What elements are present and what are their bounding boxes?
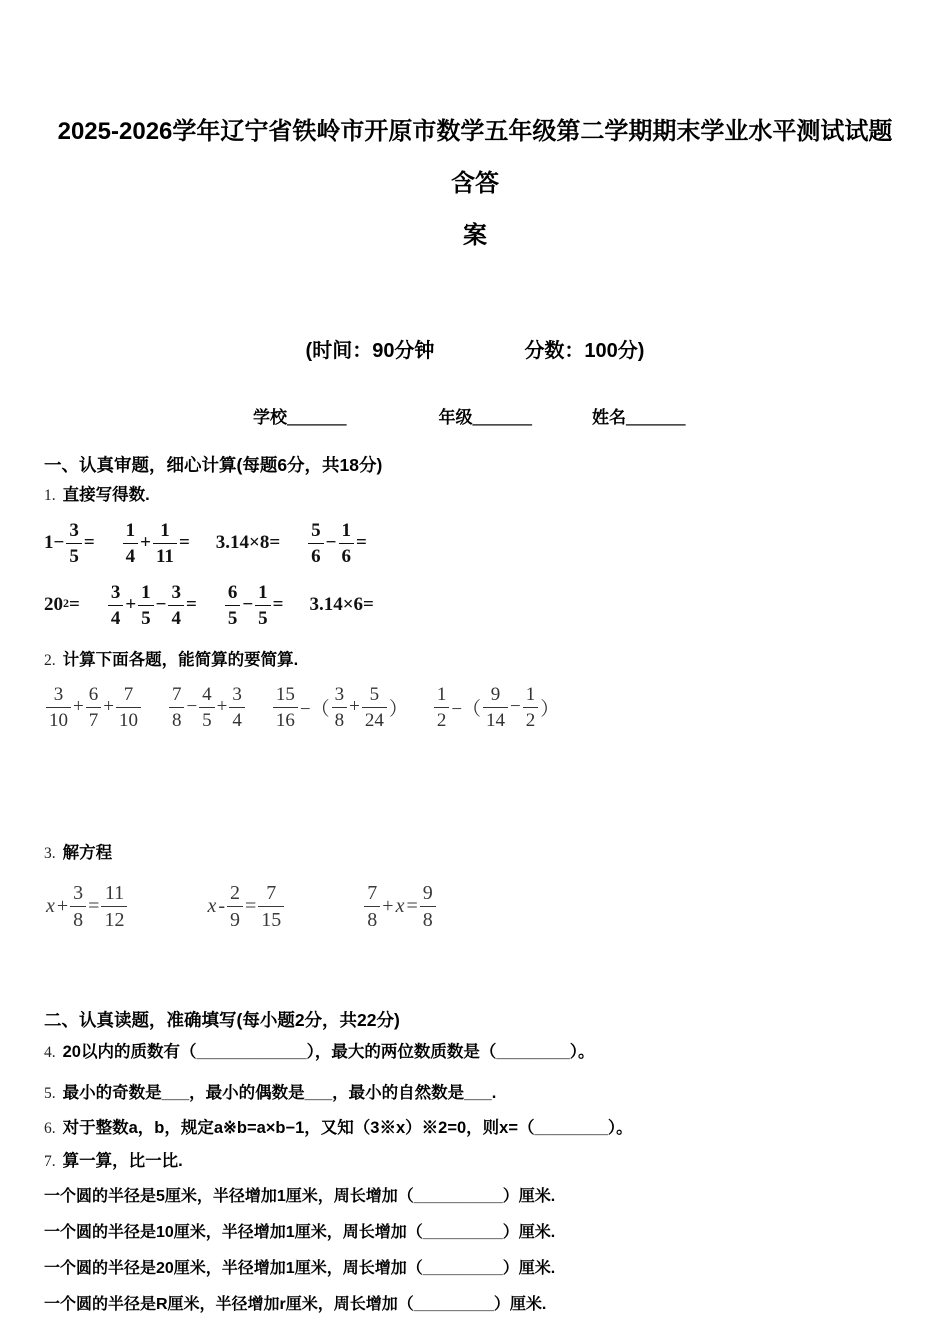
q3-math-row <box>44 875 910 937</box>
student-info-fields <box>0 403 950 428</box>
exam-content <box>44 452 910 1319</box>
question-4-number: 4. <box>44 1044 56 1061</box>
math-expression: $\frac{15}{16}$ −（ $\frac{3}{8}$ + $\frac{5}{24}$ ） <box>271 685 408 730</box>
page-title-line-1: 2025-2026学年辽宁省铁岭市开原市数学五年级第二学期期末学业水平测试试题含答 <box>57 118 893 197</box>
name-field: 姓名_______ <box>592 408 686 427</box>
question-5-number: 5. <box>44 1085 56 1102</box>
question-3 <box>44 840 910 867</box>
section2-heading: 二、认真读题，准确填写(每小题2分，共22分) <box>44 1010 400 1030</box>
question-5 <box>44 1080 910 1107</box>
q7-line-radius-5: 一个圆的半径是5厘米，半径增加1厘米，周长增加（__________）厘米. <box>44 1188 556 1205</box>
question-2-number: 2. <box>44 652 56 669</box>
question-1-number: 1. <box>44 487 56 504</box>
q1-math-row-1 <box>44 515 910 571</box>
q7-line-radius-10: 一个圆的半径是10厘米，半径增加1厘米，周长增加（_________）厘米. <box>44 1224 556 1241</box>
math-expression: $\frac{1}{2}$ −（ $\frac{9}{14}$ − $\frac{1}{2}$ ） <box>432 685 559 730</box>
math-expression: $\frac{7}{8}$ − $\frac{4}{5}$ + $\frac{3}{4}$ <box>167 685 247 730</box>
section1-heading: 一、认真审题，细心计算(每题6分，共18分) <box>44 455 383 475</box>
question-2 <box>44 647 910 674</box>
time-limit-label: (时间：90分钟 <box>305 340 435 362</box>
question-5-text: 最小的奇数是___，最小的偶数是___，最小的自然数是___. <box>62 1084 497 1102</box>
question-7-number: 7. <box>44 1153 56 1170</box>
question-3-text: 解方程 <box>62 844 113 862</box>
question-4-text: 20以内的质数有（____________），最大的两位数质数是（________）。 <box>62 1043 595 1061</box>
math-equation: x + $\frac{3}{8}$ = $\frac{11}{12}$ <box>44 883 129 930</box>
math-expression: 3.14×6= <box>309 594 374 615</box>
math-expression: 3.14×8= <box>215 532 281 553</box>
math-expression: $\frac{3}{4}$ + $\frac{1}{5}$ − $\frac{3}{4}$ = <box>106 583 197 628</box>
question-6 <box>44 1115 910 1142</box>
question-7-text: 算一算，比一比. <box>62 1152 183 1170</box>
q1-math-row-2 <box>44 577 910 633</box>
page-title <box>52 106 898 262</box>
q2-math-row <box>44 678 910 736</box>
question-7 <box>44 1148 910 1175</box>
math-equation: $\frac{7}{8}$ + x = $\frac{9}{8}$ <box>362 883 437 930</box>
question-1 <box>44 482 910 509</box>
q7-line-radius-20: 一个圆的半径是20厘米，半径增加1厘米，周长增加（_________）厘米. <box>44 1260 556 1277</box>
question-6-number: 6. <box>44 1120 56 1137</box>
exam-meta <box>0 334 950 363</box>
page-title-line-2: 案 <box>463 222 487 249</box>
q7-line-radius-R: 一个圆的半径是R厘米，半径增加r厘米，周长增加（_________）厘米. <box>44 1296 547 1313</box>
grade-field: 年级_______ <box>438 408 532 427</box>
school-field: 学校_______ <box>253 408 347 427</box>
question-1-text: 直接写得数. <box>62 486 150 504</box>
math-expression: $\frac{3}{10}$ + $\frac{6}{7}$ + $\frac{7}{10}$ <box>44 685 143 730</box>
question-6-text: 对于整数a，b，规定a※b=a×b−1，又知（3※x）※2=0，则x=（________）。 <box>62 1119 633 1137</box>
math-equation: x - $\frac{2}{9}$ = $\frac{7}{15}$ <box>205 883 286 930</box>
math-expression: 1− $\frac{3}{5}$ = <box>44 519 95 567</box>
total-score-label: 分数：100分) <box>524 340 645 362</box>
math-expression: 20 2 = <box>44 594 80 615</box>
question-3-number: 3. <box>44 845 56 862</box>
math-expression: $\frac{1}{4}$ + $\frac{1}{11}$ = <box>121 521 190 566</box>
math-expression: $\frac{6}{5}$ − $\frac{1}{5}$ = <box>223 583 284 628</box>
math-expression: $\frac{5}{6}$ − $\frac{1}{6}$ = <box>306 521 367 566</box>
question-2-text: 计算下面各题，能简算的要简算. <box>62 651 299 669</box>
question-4 <box>44 1039 910 1066</box>
